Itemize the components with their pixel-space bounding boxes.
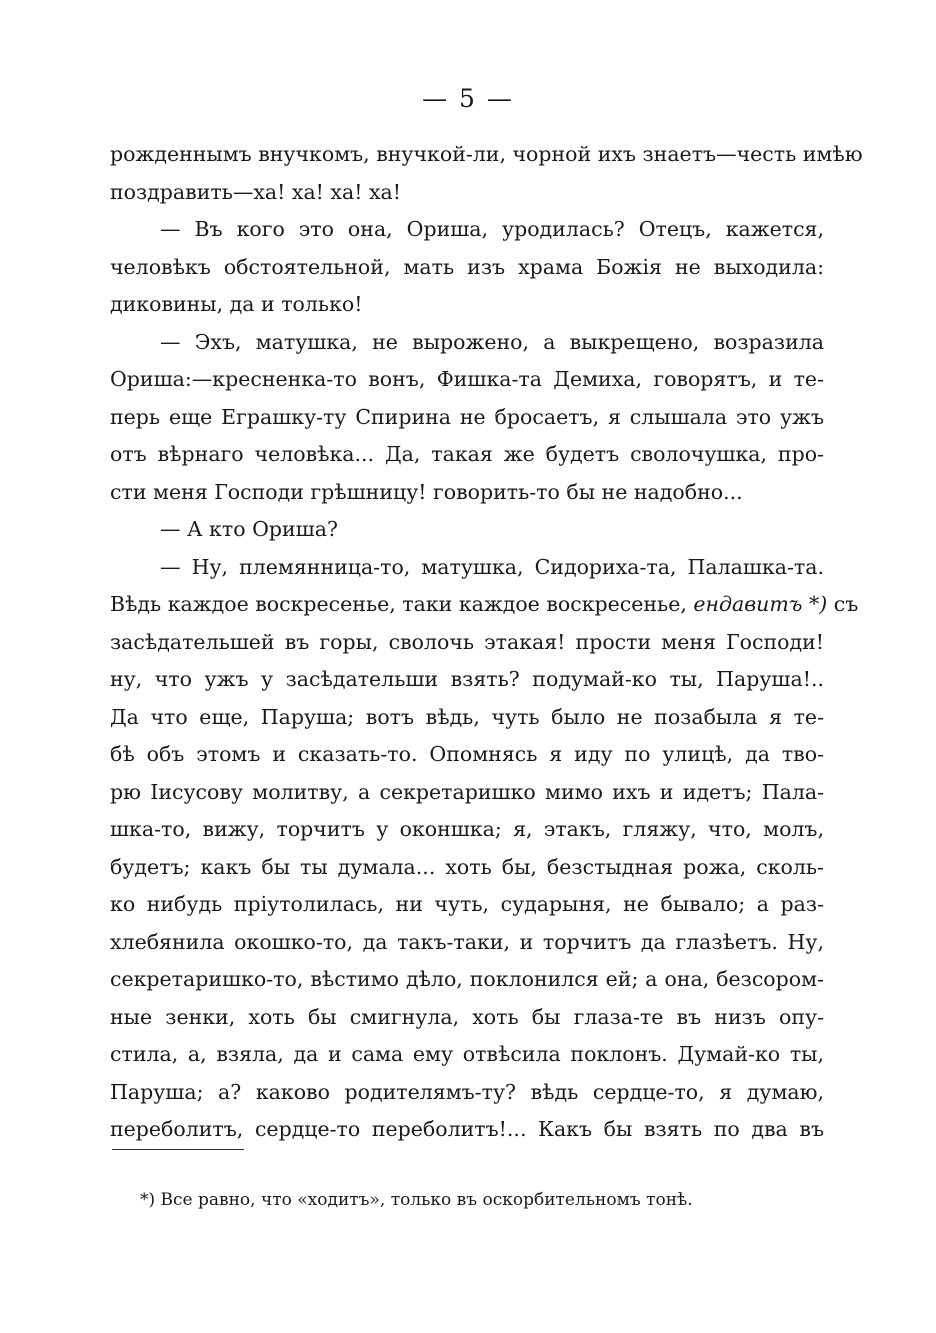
text-line: отъ вѣрнаго человѣка... Да, такая же будетъ сволочушка, про- xyxy=(110,442,824,466)
text-line xyxy=(110,586,859,624)
text-line: — Эхъ, матушка, не выроженo, а выкрещено, возразила xyxy=(160,329,824,354)
text-line: ну, что ужъ у засѣдательши взять? подумай-ко ты, Паруша!.. xyxy=(110,667,824,691)
footnote-divider xyxy=(112,1149,244,1150)
footnote: *) Все равно, что «ходитъ», только въ оскорбительномъ тонѣ. xyxy=(140,1190,693,1210)
footnote-reference: ендавитъ *) xyxy=(693,592,828,616)
text-line: хлебянила окошко-то, да такъ-таки, и торчитъ да глазѣетъ. Ну, xyxy=(110,929,824,954)
text-line: — Ну, племянница-то, матушка, Сидориха-та, Палашка-та. xyxy=(160,554,824,579)
text-line: Ориша:—кресненка-то вонъ, Фишка-та Демиха, говорятъ, и те- xyxy=(110,367,824,391)
text-line: стила, а, взяла, да и сама ему отвѣсила поклонъ. Думай-ко ты, xyxy=(110,1042,824,1066)
text-line: Паруша; а? каково родителямъ-ту? вѣдь сердце-то, я думаю, xyxy=(110,1079,824,1104)
text-line: перь еще Еграшку-ту Спирина не бросаетъ, я слышала это ужъ xyxy=(110,404,824,429)
text-line: ные зенки, хоть бы смигнула, хоть бы глаза-те въ низъ опу- xyxy=(110,1004,824,1029)
body-text xyxy=(110,136,863,1149)
page-number: — 5 — xyxy=(422,84,514,113)
text-line: будетъ; какъ бы ты думала... хоть бы, безстыдная рожа, сколь- xyxy=(110,854,824,879)
text-segment: Вѣдь каждое воскресенье, таки каждое воскресенье, xyxy=(110,592,687,616)
text-line: — Въ кого это она, Ориша, уродилась? Отецъ, кажется, xyxy=(160,217,824,241)
text-line: бѣ объ этомъ и сказать-то. Опомнясь я иду по улицѣ, да тво- xyxy=(110,742,824,766)
text-line: засѣдательшей въ горы, сволочь этакая! прости меня Господи! xyxy=(110,629,824,654)
text-line: поздравить—ха! ха! ха! ха! xyxy=(110,179,401,204)
text-line: переболитъ, сердце-то переболитъ!... Какъ бы взять по два въ xyxy=(110,1117,824,1141)
text-line: человѣкъ обстоятельной, мать изъ храма Божія не выходила: xyxy=(110,254,824,279)
text-segment: съ xyxy=(833,592,859,616)
text-line: диковины, да и только! xyxy=(110,292,363,316)
text-line: сти меня Господи грѣшницу! говорить-то бы не надобно... xyxy=(110,479,743,504)
text-line: шка-то, вижу, торчитъ у оконшка; я, этакъ, гляжу, что, молъ, xyxy=(110,817,824,841)
text-line: секретаришко-то, вѣстимо дѣло, поклонился ей; а она, безсором- xyxy=(110,967,824,991)
text-line: ко нибудь пріутолилась, ни чуть, сударыня, не бывало; а раз- xyxy=(110,892,824,916)
text-line: рожденнымъ внучкомъ, внучкой-ли, чорной ихъ знаетъ—честь имѣю xyxy=(110,142,863,166)
text-line: Да что еще, Паруша; вотъ вѣдь, чуть было не позабыла я те- xyxy=(110,704,824,729)
text-line: рю Іисусову молитву, а секретаришко мимо ихъ и идетъ; Пала- xyxy=(110,779,824,804)
text-line: — А кто Ориша? xyxy=(160,517,338,541)
